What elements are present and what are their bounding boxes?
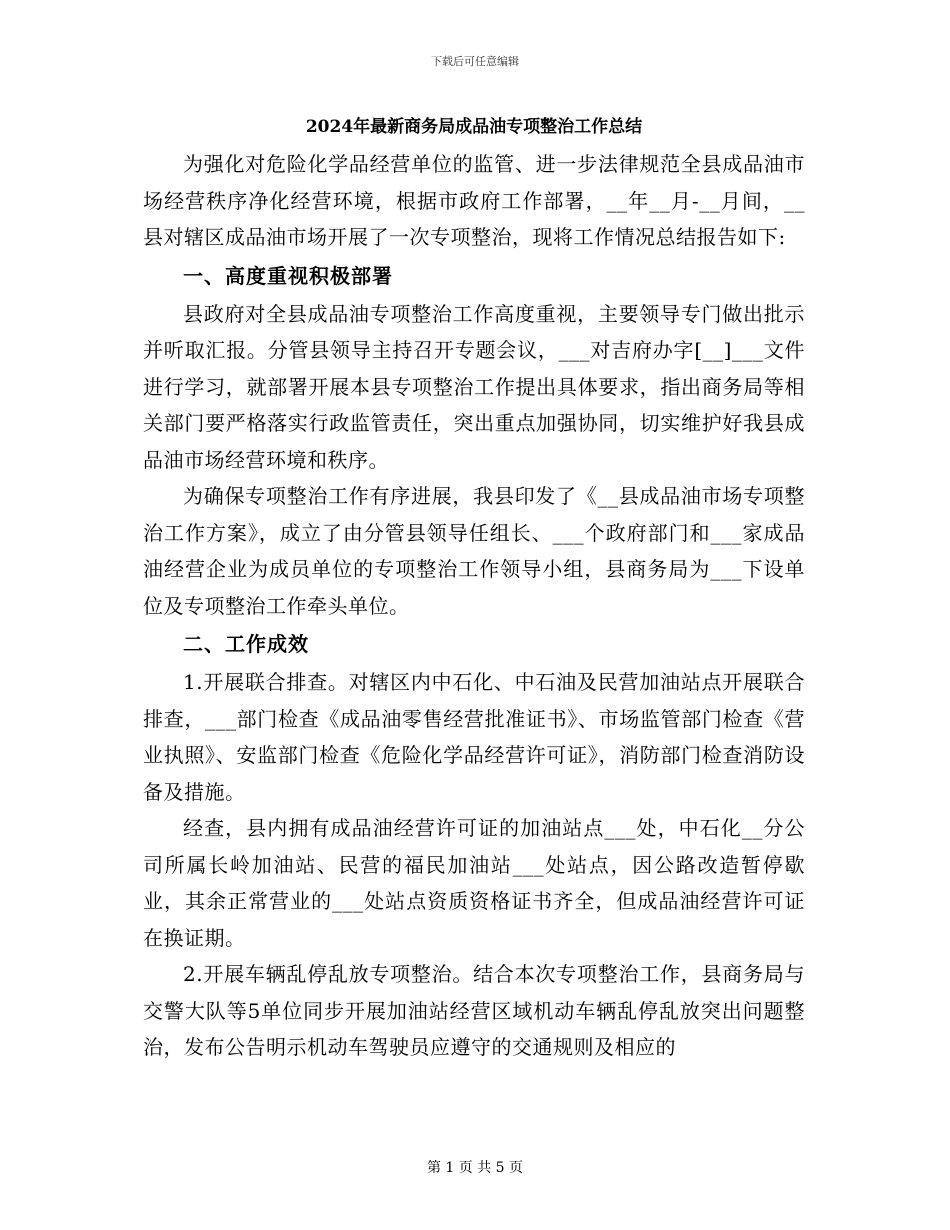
document-body <box>143 110 805 1066</box>
header-note: 下载后可任意编辑 <box>431 55 519 68</box>
section-heading-2: 二、工作成效 <box>183 632 309 656</box>
paragraph-deployment: 县政府对全县成品油专项整治工作高度重视，主要领导专门做出批示并听取汇报。分管县领导主持召开专题会议，___对吉府办字[__]___文件进行学习，就部署开展本县专项整治工作提出具体要求，指出商务局等相关部门要严格落实行政监管责任，突出重点加强协同，切实维护好我县成品油市场经营环境和秩序。 <box>143 301 805 472</box>
document-title: 2024年最新商务局成品油专项整治工作总结 <box>305 117 643 137</box>
section-heading-1: 一、高度重视积极部署 <box>183 263 393 288</box>
paragraph-parking: 2.开展车辆乱停乱放专项整治。结合本次专项整治工作，县商务局与交警大队等5单位同步开展加油站经营区域机动车辆乱停乱放突出问题整治，发布公告明示机动车驾驶员应遵守的交通规则及相应的 <box>143 962 805 1059</box>
paragraph-joint-inspection: 1.开展联合排查。对辖区内中石化、中石油及民营加油站点开展联合排查，___部门检查《成品油零售经营批准证书》、市场监管部门检查《营业执照》、安监部门检查《危险化学品经营许可证》，消防部门检查消防设备及措施。 <box>143 670 805 804</box>
paragraph-inspection-result: 经查，县内拥有成品油经营许可证的加油站点___处，中石化__分公司所属长岭加油站、民营的福民加油站___处站点，因公路改造暂停歇业，其余正常营业的___处站点资质资格证书齐全，但成品油经营许可证在换证期。 <box>143 816 805 950</box>
paragraph-plan: 为确保专项整治工作有序进展，我县印发了《__县成品油市场专项整治工作方案》，成立了由分管县领导任组长、___个政府部门和___家成品油经营企业为成员单位的专项整治工作领导小组，县商务局为___下设单位及专项整治工作牵头单位。 <box>143 484 805 618</box>
paragraph-intro: 为强化对危险化学品经营单位的监管、进一步法律规范全县成品油市场经营秩序净化经营环境，根据市政府工作部署，__年__月-__月间，__县对辖区成品油市场开展了一次专项整治，现将工作情况总结报告如下: <box>143 152 805 249</box>
page-footer: 第 1 页 共 5 页 <box>426 1160 524 1176</box>
